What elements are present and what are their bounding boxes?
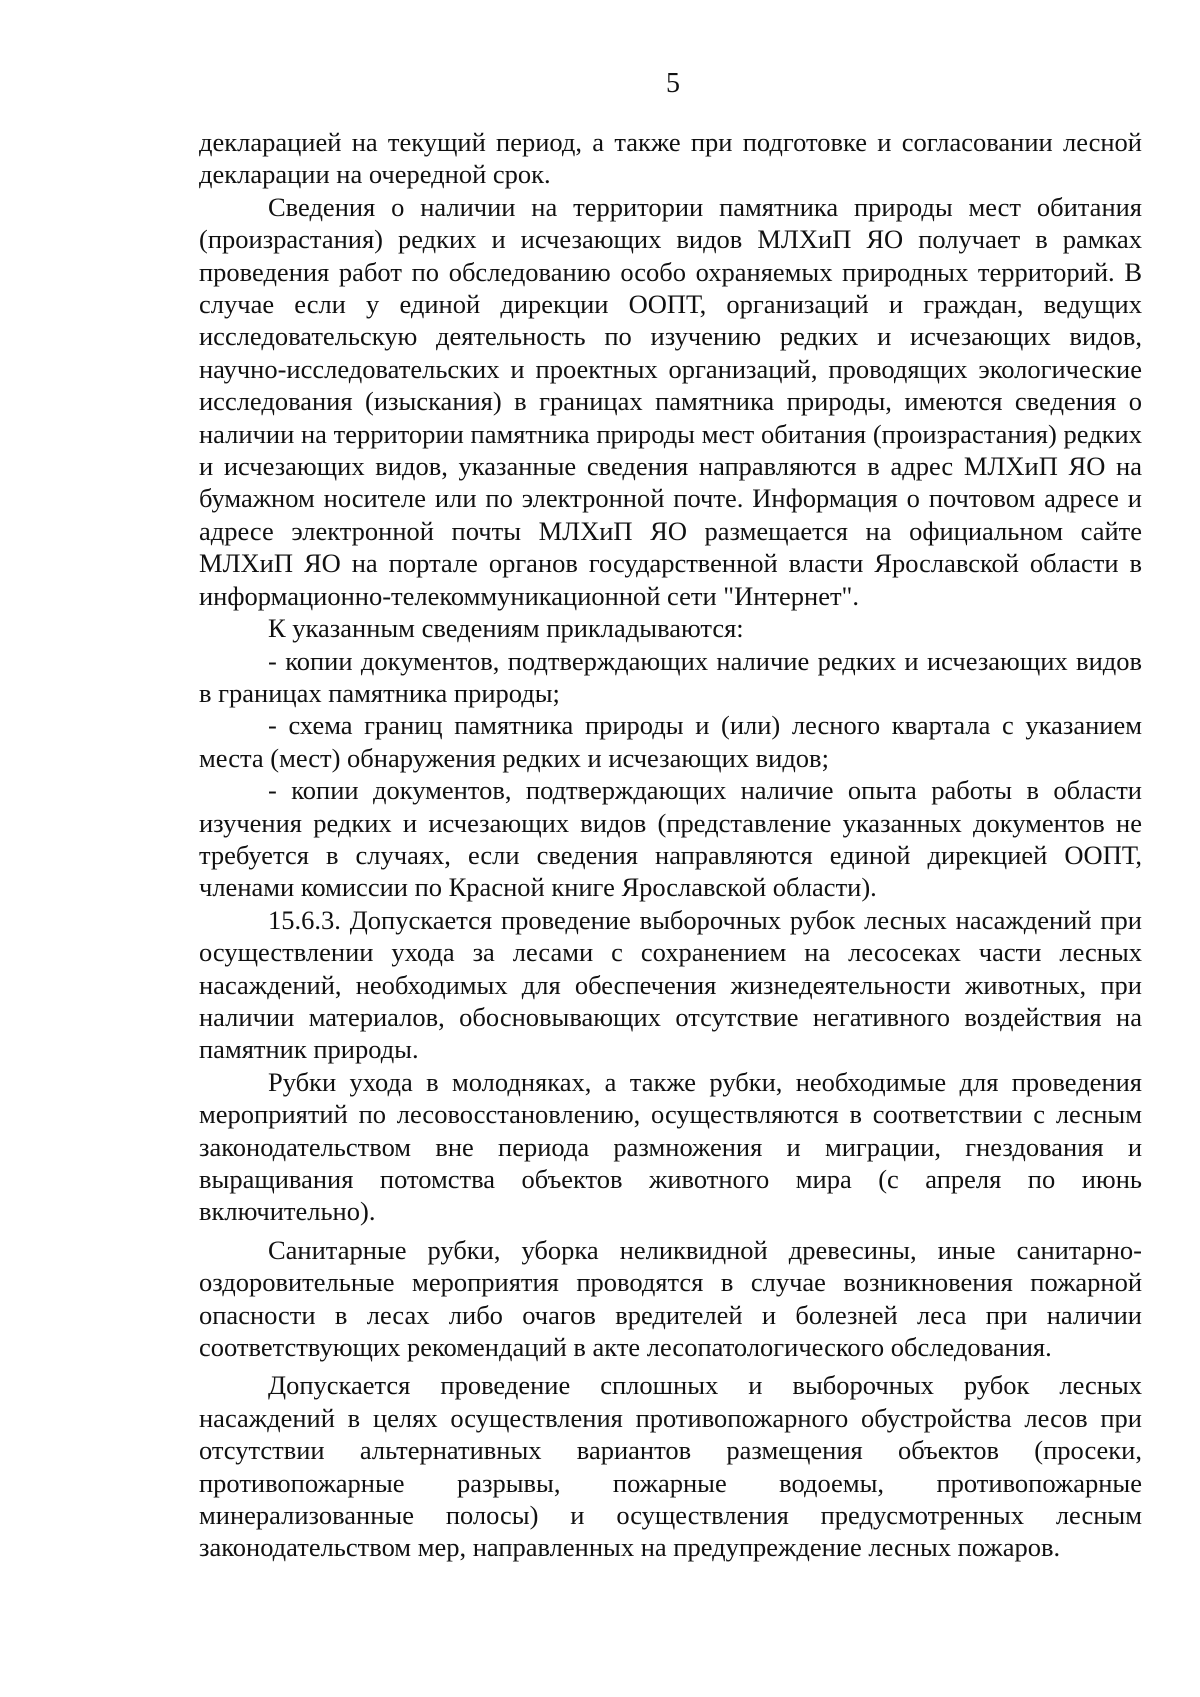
- paragraph-sanitary-felling: Санитарные рубки, уборка неликвидной древесины, иные санитарно-оздоровительные мероприятия проводятся в случае возникновения пожарной опасности в лесах либо очагов вредителей и болезней леса при наличии соответствующих рекомендаций в акте лесопатологического обследования.: [199, 1234, 1142, 1363]
- paragraph-section-15-6-3: 15.6.3. Допускается проведение выборочных рубок лесных насаждений при осуществлении ухода за лесами с сохранением на лесосеках части лесных насаждений, необходимых для обеспечения жизнедеятельности животных, при наличии материалов, обосновывающих отсутствие негативного воздействия на памятник природы.: [199, 904, 1142, 1065]
- list-item-boundary-scheme: - схема границ памятника природы и (или) лесного квартала с указанием места (мест) обнаружения редких и исчезающих видов;: [199, 710, 1142, 773]
- list-item-document-copies: - копии документов, подтверждающих наличие редких и исчезающих видов в границах памятника природы;: [199, 645, 1142, 708]
- paragraph-fire-prevention-felling: Допускается проведение сплошных и выборочных рубок лесных насаждений в целях осуществления противопожарного обустройства лесов при отсутствии альтернативных вариантов размещения объектов (просеки, противопожарные разрывы, пожарные водоемы, противопожарные минерализованные полосы) и осуществления предусмотренных лесным законодательством мер, направленных на предупреждение лесных пожаров.: [199, 1370, 1142, 1563]
- list-item-experience-documents: - копии документов, подтверждающих наличие опыта работы в области изучения редких и исчезающих видов (представление указанных документов не требуется в случаях, если сведения направляются единой дирекцией ООПТ, членами комиссии по Красной книге Ярославской области).: [199, 775, 1142, 903]
- paragraph-young-stand-thinning: Рубки ухода в молодняках, а также рубки, необходимые для проведения мероприятий по лесовосстановлению, осуществляются в соответствии с лесным законодательством вне периода размножения и миграции, гнездования и выращивания потомства объектов животного мира (с апреля по июнь включительно).: [199, 1066, 1142, 1227]
- paragraph-declaration-continuation: декларацией на текущий период, а также при подготовке и согласовании лесной декларации на очередной срок.: [199, 127, 1142, 190]
- paragraph-attachments-intro: К указанным сведениям прикладываются:: [268, 613, 744, 644]
- page-number: 5: [666, 68, 680, 99]
- document-body: [199, 126, 1142, 1564]
- paragraph-rare-species-info: Сведения о наличии на территории памятника природы мест обитания (произрастания) редких и исчезающих видов МЛХиП ЯО получает в рамках проведения работ по обследованию особо охраняемых природных территорий. В случае если у единой дирекции ООПТ, организаций и граждан, ведущих исследовательскую деятельность по изучению редких и исчезающих видов, научно-исследовательских и проектных организаций, проводящих экологические исследования (изыскания) в границах памятника природы, имеются сведения о наличии на территории памятника природы мест обитания (произрастания) редких и исчезающих видов, указанные сведения направляются в адрес МЛХиП ЯО на бумажном носителе или по электронной почте. Информация о почтовом адресе и адресе электронной почты МЛХиП ЯО размещается на официальном сайте МЛХиП ЯО на портале органов государственной власти Ярославской области в информационно-телекоммуникационной сети "Интернет".: [199, 191, 1142, 611]
